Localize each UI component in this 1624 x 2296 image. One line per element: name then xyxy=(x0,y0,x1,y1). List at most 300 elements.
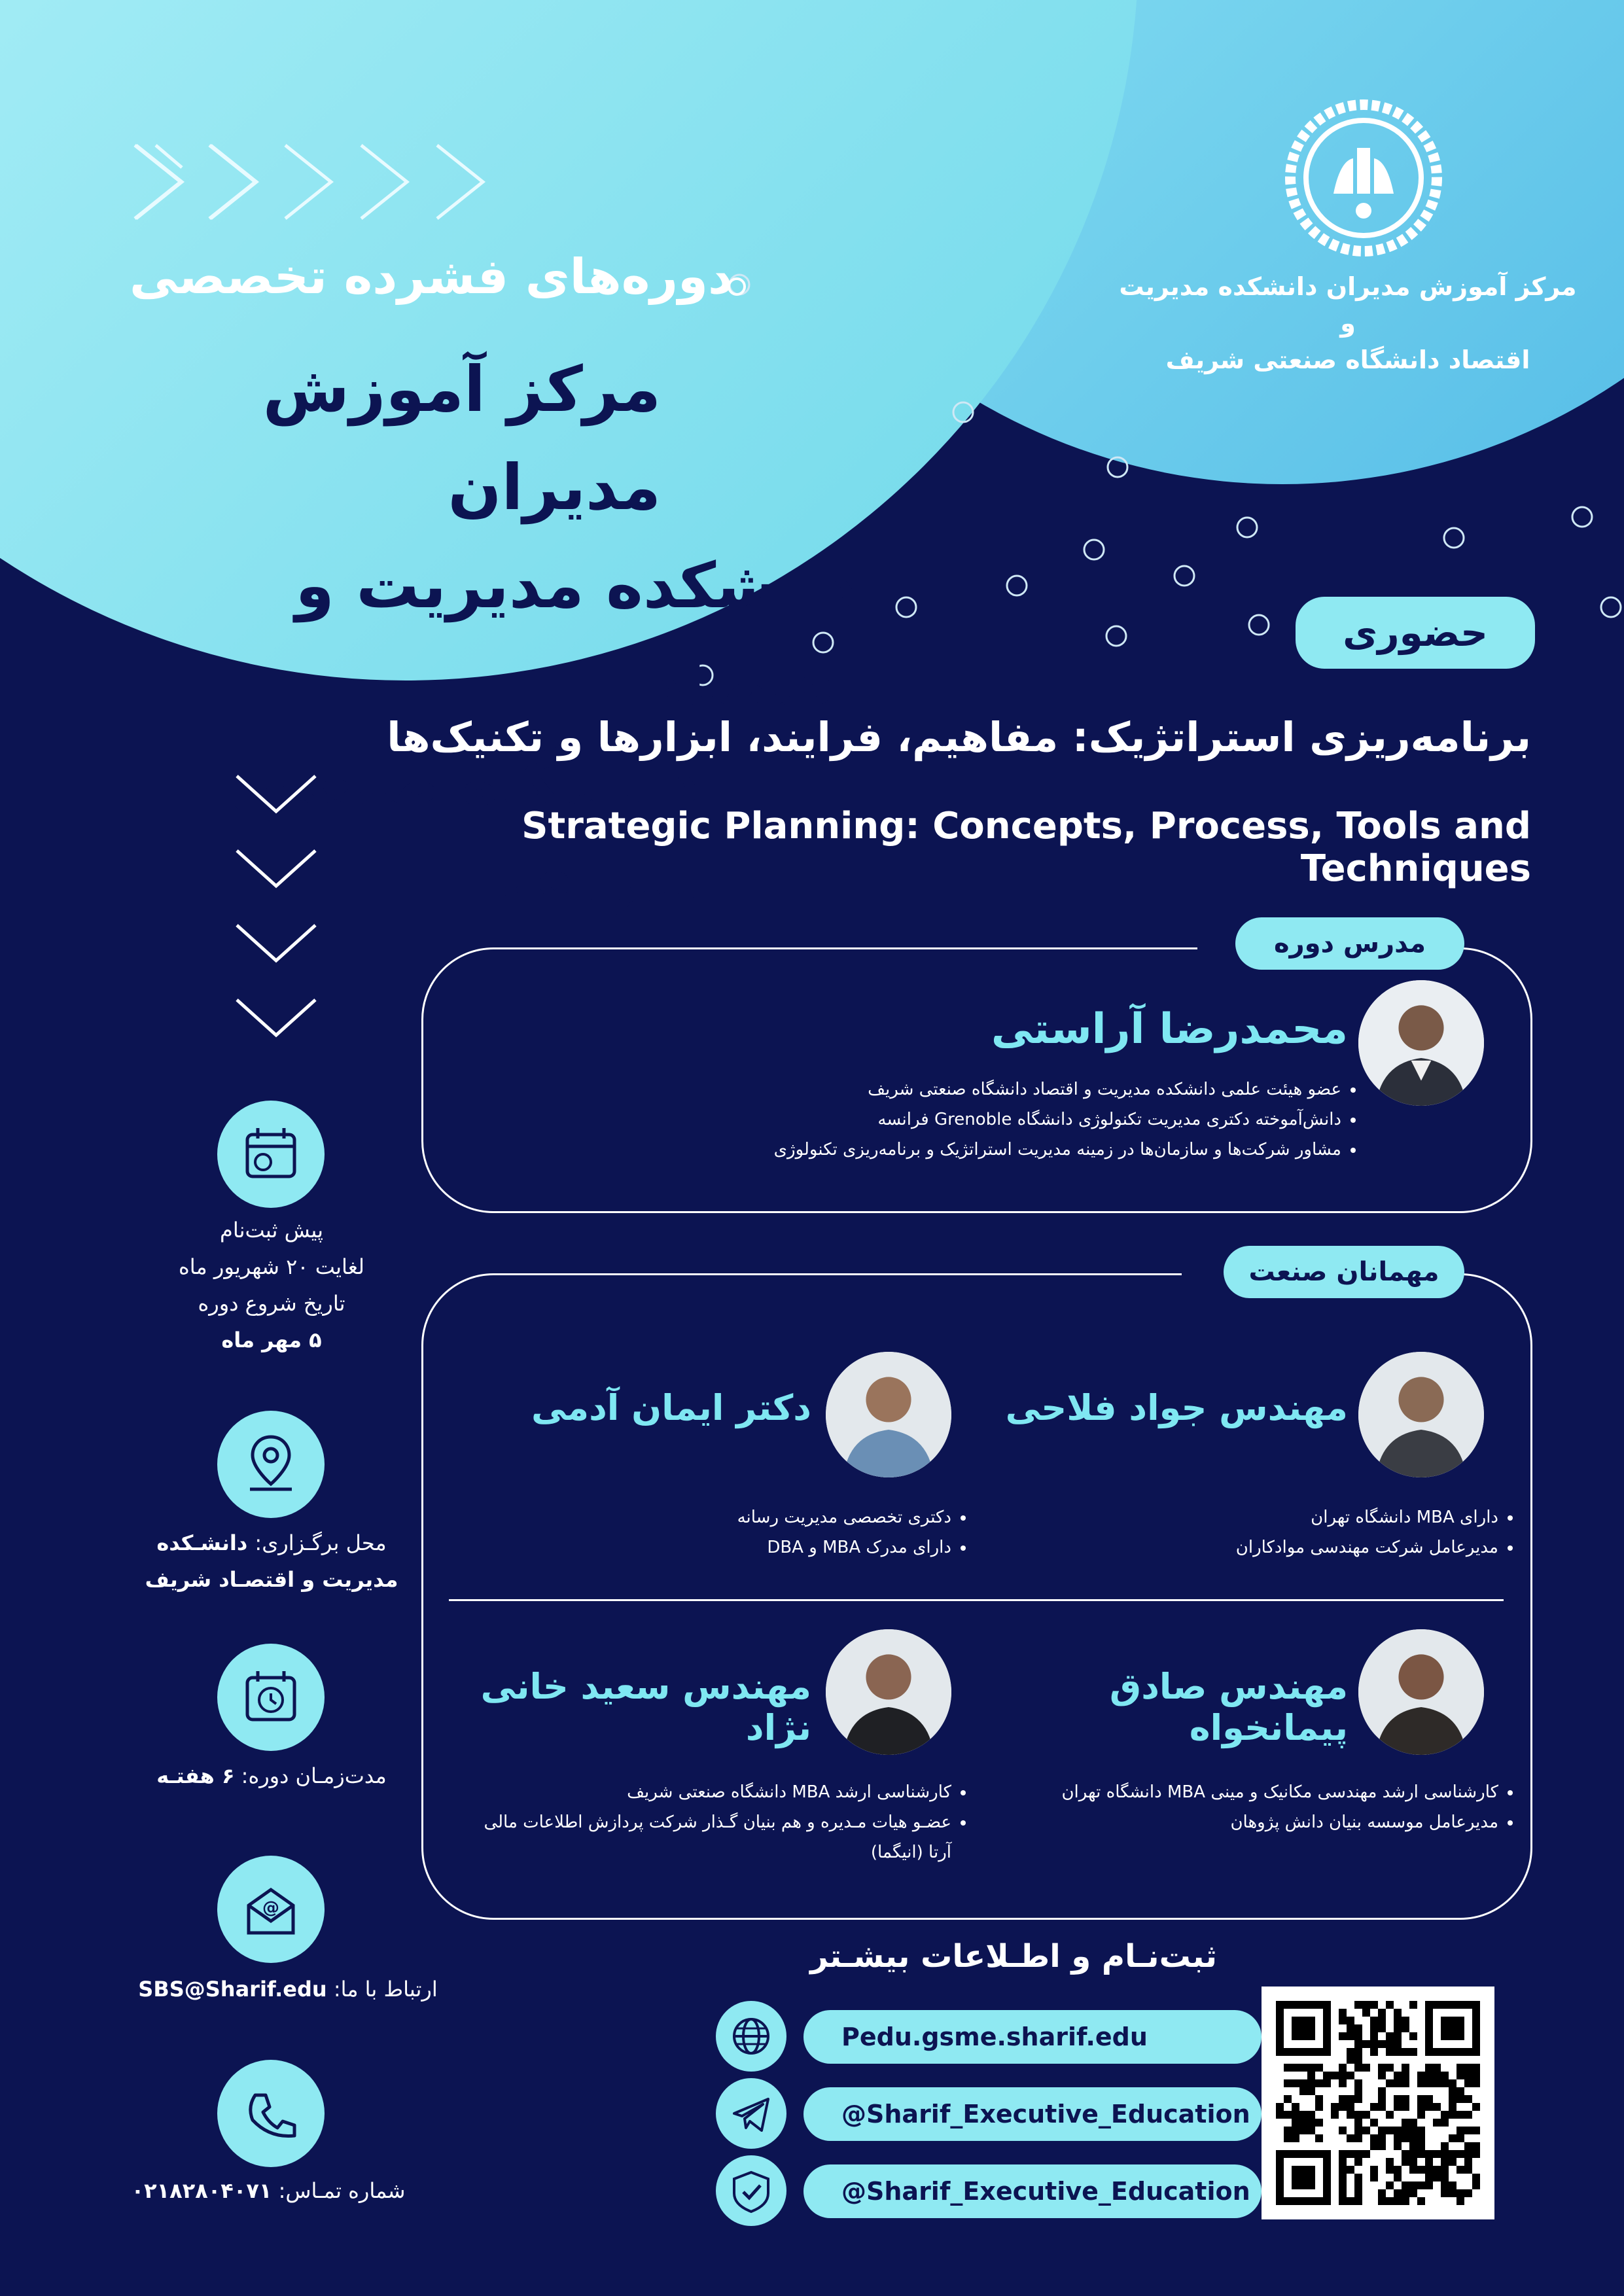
guest-bullet: • مدیرعامل موسسه بنیان دانش پژوهان xyxy=(955,1807,1498,1837)
qr-module xyxy=(1386,2158,1394,2166)
guest-bullet: • مدیرعامل شرکت مهندسی موادکاران xyxy=(955,1532,1498,1563)
qr-module xyxy=(1449,2181,1456,2189)
qr-module xyxy=(1394,2009,1402,2017)
qr-module xyxy=(1394,2095,1402,2103)
qr-module xyxy=(1464,2150,1472,2158)
qr-module xyxy=(1378,2040,1386,2048)
qr-module xyxy=(1402,2119,1409,2127)
telegram-link[interactable]: @Sharif_Executive_Education xyxy=(803,2087,1262,2141)
guest-name: دکتر ایمان آدمی xyxy=(531,1387,811,1428)
qr-module xyxy=(1449,2103,1456,2111)
qr-module xyxy=(1394,2024,1402,2032)
qr-module xyxy=(1409,2119,1417,2127)
course-title-fa: برنامه‌ریزی استراتژیک: مفاهیم، فرایند، ابزارها و تکنیک‌ها xyxy=(387,713,1531,761)
qr-module xyxy=(1409,2142,1417,2150)
qr-module xyxy=(1347,2197,1354,2205)
qr-module xyxy=(1449,2150,1456,2158)
qr-module xyxy=(1331,2111,1339,2119)
qr-module xyxy=(1299,2064,1307,2072)
qr-module xyxy=(1354,2087,1362,2095)
qr-module xyxy=(1378,2197,1386,2205)
qr-module xyxy=(1417,2127,1425,2134)
qr-module xyxy=(1315,2064,1323,2072)
qr-module xyxy=(1409,2048,1417,2056)
email-icon xyxy=(217,1856,325,1963)
qr-module xyxy=(1370,2174,1378,2181)
qr-module xyxy=(1433,2166,1441,2174)
qr-module xyxy=(1425,2103,1433,2111)
qr-module xyxy=(1472,2150,1480,2158)
qr-module xyxy=(1402,2095,1409,2103)
qr-module xyxy=(1386,2064,1394,2072)
venue-value-line2: مدیریت و اقتصـاد شریف xyxy=(145,1567,398,1592)
qr-module xyxy=(1402,2158,1409,2166)
qr-module xyxy=(1464,2079,1472,2087)
contact-email[interactable]: SBS@Sharif.edu xyxy=(138,1977,327,2002)
qr-module xyxy=(1441,2189,1449,2197)
qr-module xyxy=(1425,2166,1433,2174)
calendar-icon xyxy=(217,1101,325,1208)
qr-module xyxy=(1425,2064,1433,2072)
qr-module xyxy=(1307,2127,1315,2134)
qr-module xyxy=(1394,2166,1402,2174)
qr-module xyxy=(1284,2095,1292,2103)
qr-module xyxy=(1347,2095,1354,2103)
qr-module xyxy=(1402,2103,1409,2111)
qr-module xyxy=(1464,2064,1472,2072)
qr-module xyxy=(1456,2072,1464,2079)
qr-module xyxy=(1402,2134,1409,2142)
qr-module xyxy=(1402,2181,1409,2189)
qr-module xyxy=(1292,2127,1299,2134)
qr-module xyxy=(1472,2127,1480,2134)
qr-module xyxy=(1417,2072,1425,2079)
qr-module xyxy=(1362,2111,1370,2119)
qr-module xyxy=(1354,2150,1362,2158)
qr-code[interactable] xyxy=(1262,1987,1494,2219)
qr-module xyxy=(1362,2064,1370,2072)
qr-module xyxy=(1464,2127,1472,2134)
start-date-value: ۵ مهر ماه xyxy=(221,1328,322,1352)
qr-module xyxy=(1339,2158,1347,2166)
qr-module xyxy=(1370,2166,1378,2174)
qr-module xyxy=(1331,2103,1339,2111)
instructor-bullet: • دانش‌آموخته دکتری مدیریت تکنولوژی دانشگاه Grenoble فرانسه xyxy=(497,1104,1341,1135)
register-title: ثبت‌نـام و اطـلاعات بیشـتر xyxy=(810,1938,1217,1975)
qr-module xyxy=(1315,2103,1323,2111)
qr-module xyxy=(1394,2127,1402,2134)
qr-module xyxy=(1354,2189,1362,2197)
qr-module xyxy=(1441,2072,1449,2079)
logo-caption-line2: اقتصاد دانشگاه صنعتی شریف xyxy=(1165,345,1530,374)
qr-module xyxy=(1464,2072,1472,2079)
qr-module xyxy=(1339,2009,1347,2017)
qr-module xyxy=(1378,2142,1386,2150)
qr-module xyxy=(1464,2158,1472,2166)
qr-module xyxy=(1472,2174,1480,2181)
qr-module xyxy=(1409,2181,1417,2189)
guests-divider xyxy=(449,1599,1504,1601)
header-title-line3: دانشگاه صنعتی شریف xyxy=(228,745,700,917)
qr-module xyxy=(1370,2017,1378,2024)
qr-module xyxy=(1386,2166,1394,2174)
qr-module xyxy=(1417,2103,1425,2111)
instagram-link[interactable]: @Sharif_Executive_Education xyxy=(803,2164,1262,2218)
instructor-name: محمدرضا آراستی xyxy=(991,1005,1348,1053)
qr-module xyxy=(1472,2064,1480,2072)
guest-name: مهندس سعید خانی نژاد xyxy=(480,1666,811,1748)
guest-name: مهندس صادق پیمانخواه xyxy=(1109,1666,1348,1748)
qr-module xyxy=(1464,2142,1472,2150)
qr-module xyxy=(1354,2197,1362,2205)
qr-module xyxy=(1315,2095,1323,2103)
qr-module xyxy=(1354,2001,1362,2009)
qr-module xyxy=(1409,2001,1417,2009)
qr-module xyxy=(1292,2134,1299,2142)
qr-module xyxy=(1456,2127,1464,2134)
qr-module xyxy=(1417,2095,1425,2103)
qr-module xyxy=(1456,2189,1464,2197)
qr-module xyxy=(1347,2024,1354,2032)
qr-module xyxy=(1417,2181,1425,2189)
qr-module xyxy=(1292,2079,1299,2087)
qr-module xyxy=(1276,2103,1284,2111)
qr-module xyxy=(1354,2111,1362,2119)
qr-module xyxy=(1449,2087,1456,2095)
guest-photo xyxy=(826,1352,951,1477)
qr-module xyxy=(1409,2134,1417,2142)
qr-module xyxy=(1402,2197,1409,2205)
qr-module xyxy=(1284,2111,1292,2119)
qr-module xyxy=(1331,2072,1339,2079)
duration-value: ۶ هفتـه xyxy=(156,1763,235,1788)
qr-module xyxy=(1299,2079,1307,2087)
venue-label: محل برگـزاری: xyxy=(255,1530,387,1555)
qr-module xyxy=(1299,2087,1307,2095)
instructor-photo xyxy=(1358,980,1484,1106)
verified-badge-icon xyxy=(716,2155,786,2226)
qr-module xyxy=(1433,2079,1441,2087)
qr-module xyxy=(1425,2181,1433,2189)
instructor-bullet: • عضو هیئت علمی دانشکده مدیریت و اقتصاد دانشگاه صنعتی شریف xyxy=(497,1074,1341,1104)
phone-number[interactable]: ۰۲۱۸۲۸۰۴۰۷۱ xyxy=(131,2178,272,2203)
qr-module xyxy=(1402,2079,1409,2087)
qr-module xyxy=(1370,2024,1378,2032)
qr-module xyxy=(1354,2064,1362,2072)
guest-bullet: • دکتری تخصصی مدیریت رسانه xyxy=(458,1502,951,1532)
guest-bullet: • کارشناسی ارشد MBA دانشگاه صنعتی شریف xyxy=(458,1777,951,1807)
qr-module xyxy=(1464,2095,1472,2103)
qr-module xyxy=(1354,2095,1362,2103)
qr-module xyxy=(1284,2127,1292,2134)
course-title-en: Strategic Planning: Concepts, Process, Tools and Techniques xyxy=(521,805,1531,890)
qr-module xyxy=(1339,2197,1347,2205)
qr-module xyxy=(1425,2072,1433,2079)
phone-icon xyxy=(217,2060,325,2167)
qr-module xyxy=(1409,2127,1417,2134)
qr-module xyxy=(1464,2189,1472,2197)
qr-module xyxy=(1394,2079,1402,2087)
logo-caption-line1: مرکز آموزش مدیران دانشکده مدیریت و xyxy=(1119,272,1577,338)
qr-module xyxy=(1362,2001,1370,2009)
qr-module xyxy=(1456,2150,1464,2158)
qr-module xyxy=(1339,2064,1347,2072)
qr-module xyxy=(1456,2134,1464,2142)
header-title-line1: مرکز آموزش مدیران xyxy=(262,353,661,524)
subtitle-bullet xyxy=(728,277,746,296)
qr-module xyxy=(1472,2181,1480,2189)
qr-module xyxy=(1456,2095,1464,2103)
qr-module xyxy=(1354,2056,1362,2064)
qr-module xyxy=(1284,2134,1292,2142)
duration-label: مدت‌زمـان دوره: xyxy=(241,1763,387,1788)
guest-bullet: • دارای مدرک MBA و DBA xyxy=(458,1532,951,1563)
qr-module xyxy=(1307,2064,1315,2072)
qr-module xyxy=(1284,2079,1292,2087)
qr-module xyxy=(1315,2134,1323,2142)
location-pin-icon xyxy=(217,1411,325,1518)
qr-module xyxy=(1386,2127,1394,2134)
qr-module xyxy=(1394,2134,1402,2142)
qr-module xyxy=(1417,2150,1425,2158)
qr-module xyxy=(1370,2040,1378,2048)
qr-module xyxy=(1441,2158,1449,2166)
header-subtitle: دوره‌های فشرده تخصصی xyxy=(130,249,733,305)
qr-module xyxy=(1386,2001,1394,2009)
qr-module xyxy=(1441,2174,1449,2181)
instructor-bullet: • مشاور شرکت‌ها و سازمان‌ها در زمینه مدیریت استراتژیک و برنامه‌ریزی تکنولوژی xyxy=(497,1135,1341,1165)
qr-module xyxy=(1347,2032,1354,2040)
qr-module xyxy=(1386,2111,1394,2119)
qr-module xyxy=(1386,2079,1394,2087)
qr-module xyxy=(1394,2048,1402,2056)
registration-deadline: لغایت ۲۰ شهریور ماه xyxy=(179,1254,364,1279)
qr-module xyxy=(1433,2103,1441,2111)
qr-module xyxy=(1378,2189,1386,2197)
qr-module xyxy=(1472,2103,1480,2111)
qr-module xyxy=(1370,2103,1378,2111)
guests-section-label: مهمانان صنعت xyxy=(1224,1246,1464,1298)
qr-module xyxy=(1323,2072,1331,2079)
qr-module xyxy=(1339,2189,1347,2197)
qr-module xyxy=(1402,2017,1409,2024)
contact-label: ارتباط با ما: xyxy=(333,1977,438,2002)
qr-module xyxy=(1386,2197,1394,2205)
qr-module xyxy=(1449,2111,1456,2119)
university-logo xyxy=(1281,96,1446,260)
qr-module xyxy=(1378,2024,1386,2032)
qr-module xyxy=(1402,2064,1409,2072)
qr-module xyxy=(1347,2134,1354,2142)
qr-module xyxy=(1425,2079,1433,2087)
qr-module xyxy=(1347,2166,1354,2174)
qr-module xyxy=(1417,2079,1425,2087)
qr-module xyxy=(1456,2166,1464,2174)
qr-module xyxy=(1394,2017,1402,2024)
qr-module xyxy=(1362,2127,1370,2134)
qr-module xyxy=(1441,2181,1449,2189)
qr-module xyxy=(1339,2174,1347,2181)
qr-module xyxy=(1472,2072,1480,2079)
qr-module xyxy=(1417,2197,1425,2205)
qr-module xyxy=(1402,2189,1409,2197)
chevron-down-decor xyxy=(230,766,322,1053)
qr-module xyxy=(1292,2064,1299,2072)
website-link[interactable]: Pedu.gsme.sharif.edu xyxy=(803,2010,1262,2064)
qr-module xyxy=(1339,2079,1347,2087)
qr-module xyxy=(1354,2174,1362,2181)
qr-module xyxy=(1456,2197,1464,2205)
qr-module xyxy=(1409,2166,1417,2174)
qr-module xyxy=(1394,2142,1402,2150)
qr-module xyxy=(1472,2079,1480,2087)
qr-module xyxy=(1417,2134,1425,2142)
qr-module xyxy=(1339,2150,1347,2158)
qr-module xyxy=(1378,2072,1386,2079)
qr-module xyxy=(1284,2064,1292,2072)
qr-module xyxy=(1433,2064,1441,2072)
qr-module xyxy=(1433,2072,1441,2079)
qr-module xyxy=(1315,2079,1323,2087)
globe-icon xyxy=(716,2001,786,2072)
qr-module xyxy=(1386,2032,1394,2040)
qr-module xyxy=(1456,2111,1464,2119)
guest-photo xyxy=(826,1629,951,1755)
qr-module xyxy=(1378,2095,1386,2103)
qr-module xyxy=(1347,2048,1354,2056)
qr-module xyxy=(1449,2134,1456,2142)
qr-module xyxy=(1378,2127,1386,2134)
qr-module xyxy=(1394,2103,1402,2111)
clock-calendar-icon xyxy=(217,1644,325,1751)
qr-module xyxy=(1347,2056,1354,2064)
qr-module xyxy=(1409,2158,1417,2166)
qr-module xyxy=(1378,2009,1386,2017)
guest-bullet: • کارشناسی ارشد مهندسی مکانیک و مینی MBA دانشگاه تهران xyxy=(955,1777,1498,1807)
qr-module xyxy=(1417,2142,1425,2150)
qr-module xyxy=(1417,2166,1425,2174)
qr-module xyxy=(1354,2079,1362,2087)
qr-module xyxy=(1347,2150,1354,2158)
qr-module xyxy=(1299,2127,1307,2134)
venue-value-line1: دانشـکده xyxy=(156,1530,248,1555)
qr-module xyxy=(1323,2079,1331,2087)
qr-module xyxy=(1402,2127,1409,2134)
qr-module xyxy=(1433,2174,1441,2181)
qr-module xyxy=(1339,2095,1347,2103)
header-title-line2: دانشکده مدیریت و اقتصاد xyxy=(295,549,857,720)
qr-module xyxy=(1425,2158,1433,2166)
qr-module xyxy=(1354,2040,1362,2048)
qr-module xyxy=(1354,2181,1362,2189)
qr-module xyxy=(1354,2134,1362,2142)
qr-module xyxy=(1362,2009,1370,2017)
qr-module xyxy=(1339,2017,1347,2024)
qr-module xyxy=(1307,2079,1315,2087)
qr-module xyxy=(1339,2072,1347,2079)
qr-module xyxy=(1347,2111,1354,2119)
start-date-label: تاریخ شروع دوره xyxy=(198,1291,345,1316)
qr-module xyxy=(1339,2032,1347,2040)
qr-module xyxy=(1441,2119,1449,2127)
phone-label: شماره تمـاس: xyxy=(278,2178,406,2203)
qr-module xyxy=(1292,2103,1299,2111)
qr-module xyxy=(1456,2087,1464,2095)
qr-module xyxy=(1292,2119,1299,2127)
qr-module xyxy=(1370,2119,1378,2127)
qr-module xyxy=(1441,2166,1449,2174)
qr-module xyxy=(1394,2032,1402,2040)
attendance-mode-badge: حضوری xyxy=(1296,597,1535,669)
qr-module xyxy=(1370,2134,1378,2142)
qr-module xyxy=(1378,2017,1386,2024)
qr-module xyxy=(1378,2064,1386,2072)
qr-module xyxy=(1339,2166,1347,2174)
qr-module xyxy=(1307,2072,1315,2079)
qr-module xyxy=(1464,2166,1472,2174)
qr-module xyxy=(1472,2142,1480,2150)
qr-module xyxy=(1378,2103,1386,2111)
qr-module xyxy=(1402,2024,1409,2032)
qr-module xyxy=(1449,2158,1456,2166)
qr-module xyxy=(1354,2158,1362,2166)
qr-module xyxy=(1402,2048,1409,2056)
qr-module xyxy=(1394,2197,1402,2205)
qr-module xyxy=(1449,2189,1456,2197)
qr-module xyxy=(1464,2111,1472,2119)
qr-module xyxy=(1339,2181,1347,2189)
qr-module xyxy=(1378,2134,1386,2142)
qr-module xyxy=(1433,2150,1441,2158)
qr-module xyxy=(1409,2032,1417,2040)
guest-name: مهندس جواد فلاحی xyxy=(1005,1387,1348,1428)
qr-module xyxy=(1441,2079,1449,2087)
qr-module xyxy=(1449,2095,1456,2103)
qr-module xyxy=(1409,2150,1417,2158)
qr-module xyxy=(1347,2017,1354,2024)
qr-module xyxy=(1441,2111,1449,2119)
qr-module xyxy=(1433,2119,1441,2127)
qr-module xyxy=(1354,2032,1362,2040)
qr-module xyxy=(1276,2111,1284,2119)
qr-module xyxy=(1425,2174,1433,2181)
qr-module xyxy=(1394,2040,1402,2048)
qr-module xyxy=(1370,2048,1378,2056)
qr-module xyxy=(1354,2119,1362,2127)
qr-module xyxy=(1394,2072,1402,2079)
qr-module xyxy=(1347,2072,1354,2079)
qr-module xyxy=(1370,2142,1378,2150)
qr-module xyxy=(1299,2119,1307,2127)
qr-module xyxy=(1386,2048,1394,2056)
telegram-icon xyxy=(716,2078,786,2149)
qr-module xyxy=(1354,2048,1362,2056)
qr-module xyxy=(1386,2040,1394,2048)
qr-module xyxy=(1441,2142,1449,2150)
qr-module xyxy=(1378,2087,1386,2095)
guest-bullet: • دارای MBA دانشگاه تهران xyxy=(955,1502,1498,1532)
qr-module xyxy=(1362,2040,1370,2048)
qr-module xyxy=(1354,2024,1362,2032)
guest-bullet: • عضـو هیات مـدیره و هم بنیان گـذار شرکت پردازش اطلاعات مالی آرتا (انیگما) xyxy=(458,1807,951,1867)
qr-module xyxy=(1339,2127,1347,2134)
qr-module xyxy=(1299,2111,1307,2119)
qr-module xyxy=(1441,2150,1449,2158)
qr-module xyxy=(1307,2119,1315,2127)
qr-module xyxy=(1292,2111,1299,2119)
qr-module xyxy=(1409,2189,1417,2197)
guest-photo xyxy=(1358,1629,1484,1755)
